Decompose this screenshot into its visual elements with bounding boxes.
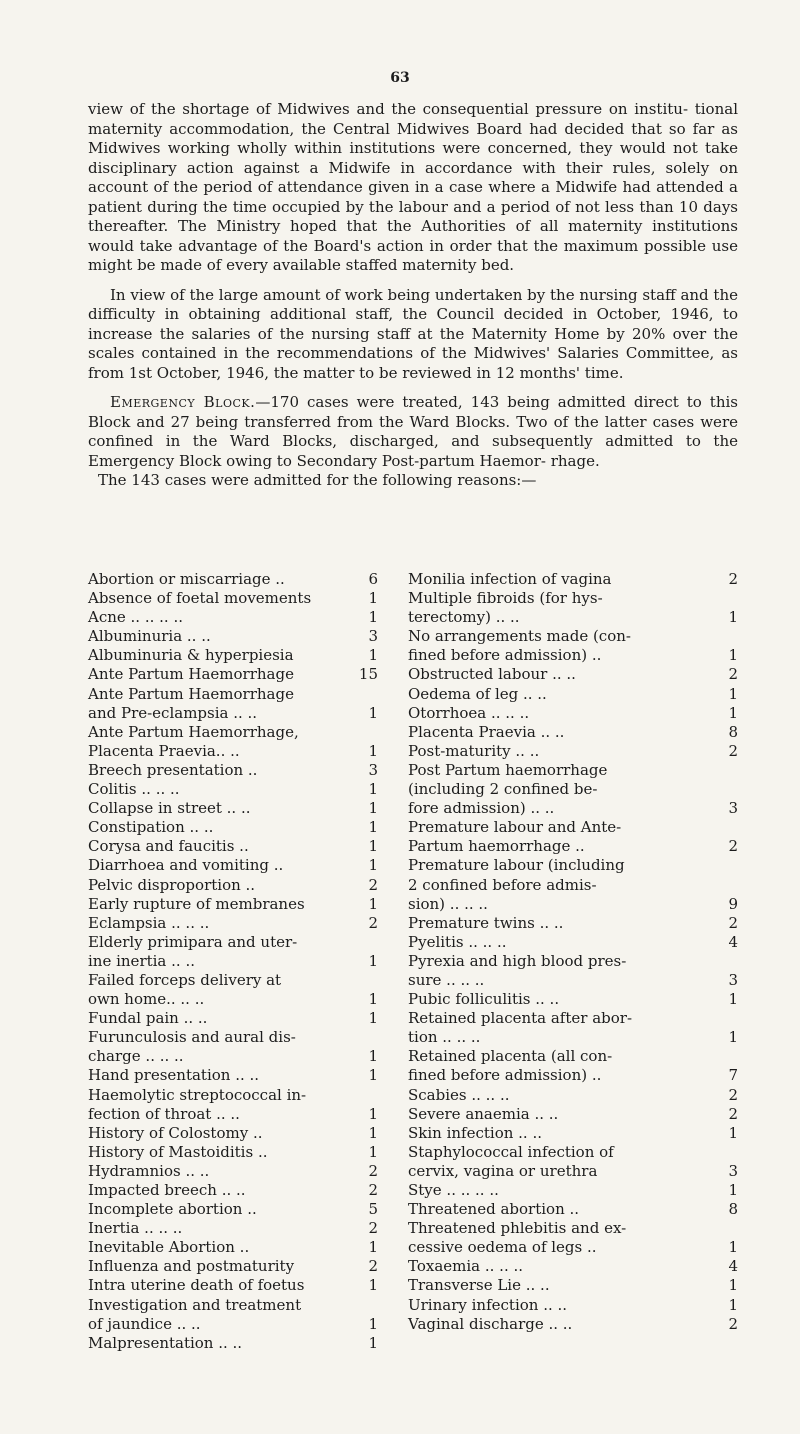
reason-label: Influenza and postmaturity xyxy=(88,1257,295,1276)
reason-count: 9 xyxy=(728,894,738,913)
reason-label: Intra uterine death of foetus xyxy=(88,1276,305,1295)
reason-label: Vaginal discharge .. .. xyxy=(408,1314,573,1333)
reason-count: 1 xyxy=(368,1276,378,1295)
reason-label: Pubic folliculitis .. .. xyxy=(408,990,560,1009)
reason-label: Retained placenta (all con- fined before admission) .. xyxy=(408,1047,613,1085)
reason-row xyxy=(88,570,386,589)
reason-label: Threatened abortion .. xyxy=(408,1200,580,1219)
reason-count: 3 xyxy=(728,799,738,818)
reason-label: Albuminuria & hyperpiesia xyxy=(88,646,294,665)
reason-row xyxy=(408,761,738,818)
reason-label: Ante Partum Haemorrhage xyxy=(88,665,294,684)
reason-row xyxy=(408,1009,738,1047)
reason-label: Premature labour (including 2 confined before admis- sion) .. .. .. xyxy=(408,856,625,913)
reason-row xyxy=(408,685,738,704)
reason-row xyxy=(408,914,738,933)
reason-row xyxy=(88,818,386,837)
reason-count: 1 xyxy=(728,703,738,722)
reasons-list xyxy=(88,570,738,1353)
reason-count: 2 xyxy=(728,837,738,856)
reason-row xyxy=(88,1200,386,1219)
reason-label: Skin infection .. .. xyxy=(408,1123,543,1142)
reason-label: Premature twins .. .. xyxy=(408,913,564,932)
reason-row xyxy=(88,1143,386,1162)
reason-label: Post-maturity .. .. xyxy=(408,741,540,760)
reason-row xyxy=(88,627,386,646)
reason-label: Otorrhoea .. .. .. xyxy=(408,703,530,722)
reason-label: Malpresentation .. .. xyxy=(88,1333,243,1352)
reason-row xyxy=(88,799,386,818)
page-number: 63 xyxy=(390,70,410,86)
reason-row xyxy=(88,971,386,1009)
reason-label: Oedema of leg .. .. xyxy=(408,684,547,703)
emergency-block-heading: Emergency Block. xyxy=(110,393,256,411)
reasons-right-column xyxy=(408,570,738,1353)
reason-label: Hand presentation .. .. xyxy=(88,1066,260,1085)
reason-count: 1 xyxy=(368,837,378,856)
reason-count: 1 xyxy=(368,1142,378,1161)
reason-count: 2 xyxy=(728,741,738,760)
reason-count: 15 xyxy=(358,665,378,684)
reason-label: Transverse Lie .. .. xyxy=(408,1276,550,1295)
paragraph-nursing-salaries: In view of the large amount of work being undertaken by the nursing staff and the difficulty in obtaining additional staff, the Council decided in October, 1946, to increase the salaries of the nursing staff at the Maternity Home by 20% over the scales contained in the recommendations of the Midwives' Salaries Committee, as from 1st October, 1946, the matter to be reviewed in 12 months' time. xyxy=(88,285,738,382)
reason-label: Constipation .. .. xyxy=(88,818,214,837)
reason-label: Absence of foetal movements xyxy=(88,589,312,608)
reason-count: 1 xyxy=(368,1104,378,1123)
reason-count: 1 xyxy=(368,1333,378,1352)
reason-label: Threatened phlebitis and ex- cessive oedema of legs .. xyxy=(408,1219,627,1257)
reason-label: Abortion or miscarriage .. xyxy=(88,570,285,588)
reason-row xyxy=(88,1238,386,1257)
reason-row xyxy=(88,895,386,914)
reason-count: 2 xyxy=(368,1219,378,1238)
reason-label: Early rupture of membranes xyxy=(88,894,305,913)
reason-count: 3 xyxy=(368,760,378,779)
reason-count: 1 xyxy=(368,894,378,913)
reason-count: 2 xyxy=(368,875,378,894)
reason-count: 1 xyxy=(368,608,378,627)
reason-count: 5 xyxy=(368,1200,378,1219)
reason-label: Hydramnios .. .. xyxy=(88,1161,210,1180)
reason-count: 8 xyxy=(728,722,738,741)
reason-count: 2 xyxy=(728,913,738,932)
reason-label: Ante Partum Haemorrhage and Pre-eclampsia .. .. xyxy=(88,684,294,722)
reason-row xyxy=(408,1047,738,1085)
reason-row xyxy=(408,818,738,856)
reason-count: 1 xyxy=(728,646,738,665)
reason-row xyxy=(408,1105,738,1124)
reason-count: 2 xyxy=(368,1181,378,1199)
reason-row xyxy=(408,1200,738,1219)
reason-row xyxy=(88,780,386,799)
reason-label: Eclampsia .. .. .. xyxy=(88,913,210,932)
reason-row xyxy=(408,723,738,742)
paragraph-emergency-block xyxy=(88,393,738,471)
reason-count: 6 xyxy=(368,570,378,588)
reason-count: 1 xyxy=(368,818,378,837)
reason-row xyxy=(88,1086,386,1124)
reason-row xyxy=(408,990,738,1009)
reason-row xyxy=(88,1162,386,1181)
reason-label: Obstructed labour .. .. xyxy=(408,665,576,684)
reason-label: Investigation and treatment of jaundice .. .. xyxy=(88,1295,302,1333)
reason-row xyxy=(408,1086,738,1105)
reason-count: 1 xyxy=(368,856,378,875)
reason-label: Urinary infection .. .. xyxy=(408,1295,568,1314)
reason-label: Pyelitis .. .. .. xyxy=(408,932,507,951)
reason-count: 1 xyxy=(368,703,378,722)
reason-label: Haemolytic streptococcal in- fection of throat .. .. xyxy=(88,1085,307,1123)
reason-label: Stye .. .. .. .. xyxy=(408,1181,499,1199)
reasons-left-column xyxy=(88,570,386,1353)
reason-count: 1 xyxy=(368,589,378,608)
reason-row xyxy=(88,1334,386,1353)
reason-row xyxy=(408,952,738,990)
reason-row xyxy=(88,1066,386,1085)
reason-label: Incomplete abortion .. xyxy=(88,1200,257,1219)
reason-count: 4 xyxy=(728,1257,738,1276)
reason-row xyxy=(88,723,386,761)
reason-row xyxy=(408,1143,738,1181)
reason-row xyxy=(408,589,738,627)
reason-label: Post Partum haemorrhage (including 2 confined be- fore admission) .. .. xyxy=(408,760,608,818)
reason-label: Multiple fibroids (for hys- terectomy) .. .. xyxy=(408,589,603,627)
reason-count: 7 xyxy=(728,1066,738,1085)
reason-count: 2 xyxy=(368,1161,378,1180)
reason-row xyxy=(88,646,386,665)
reason-row xyxy=(408,742,738,761)
reason-count: 2 xyxy=(728,1104,738,1123)
reason-row xyxy=(408,856,738,913)
reason-count: 1 xyxy=(368,780,378,799)
reason-count: 3 xyxy=(368,627,378,646)
reason-row xyxy=(88,1276,386,1295)
reason-row xyxy=(408,627,738,665)
reason-label: Pyrexia and high blood pres- sure .. .. .. xyxy=(408,951,627,989)
reason-row xyxy=(88,837,386,856)
reason-count: 1 xyxy=(368,1238,378,1257)
reason-row xyxy=(88,685,386,723)
reason-row xyxy=(408,1219,738,1257)
reason-count: 1 xyxy=(368,1314,378,1333)
reason-count: 1 xyxy=(728,1238,738,1257)
reason-count: 1 xyxy=(368,951,378,970)
reason-row xyxy=(88,1296,386,1334)
reason-count: 4 xyxy=(728,932,738,951)
reason-count: 1 xyxy=(368,1009,378,1028)
reason-label: History of Mastoiditis .. xyxy=(88,1142,268,1161)
reason-count: 1 xyxy=(728,1028,738,1047)
reason-label: Failed forceps delivery at own home.. .. .. xyxy=(88,970,282,1009)
reason-label: Placenta Praevia .. .. xyxy=(408,722,565,741)
reason-row xyxy=(88,665,386,684)
reason-label: Inevitable Abortion .. xyxy=(88,1238,250,1257)
reason-count: 1 xyxy=(368,1047,378,1066)
reason-label: Scabies .. .. .. xyxy=(408,1085,510,1104)
reason-count: 1 xyxy=(728,1123,738,1142)
reason-row xyxy=(408,933,738,952)
reason-label: Premature labour and Ante- Partum haemorrhage .. xyxy=(408,818,622,856)
body-text xyxy=(88,100,738,491)
reason-label: Inertia .. .. .. xyxy=(88,1219,183,1238)
reason-row xyxy=(88,1009,386,1028)
reason-row xyxy=(88,856,386,875)
reason-count: 1 xyxy=(368,741,378,760)
reasons-intro: The 143 cases were admitted for the following reasons:— xyxy=(98,471,537,489)
reason-label: Ante Partum Haemorrhage, Placenta Praevia.. .. xyxy=(88,722,299,760)
reason-count: 1 xyxy=(368,799,378,818)
reason-row xyxy=(88,1219,386,1238)
reason-label: Retained placenta after abor- tion .. .. .. xyxy=(408,1009,633,1047)
reason-count: 1 xyxy=(368,990,378,1009)
reason-row xyxy=(88,761,386,780)
reason-count: 1 xyxy=(728,1181,738,1199)
reason-row xyxy=(408,570,738,589)
reason-count: 2 xyxy=(368,1257,378,1276)
reason-row xyxy=(408,1315,738,1334)
reason-count: 1 xyxy=(728,1276,738,1295)
reason-count: 2 xyxy=(728,665,738,684)
reason-label: Diarrhoea and vomiting .. xyxy=(88,856,284,875)
paragraph-midwives-board: view of the shortage of Midwives and the consequential pressure on institu- tional maternity accommodation, the Central Midwives Board had decided that so far as Midwives working wholly within institutions were concerned, they would not take disciplinary action against a Midwife in accordance with their rules, solely on account of the period of attendance given in a case where a Midwife had attended a patient during the time occupied by the labour and a period of not less than 10 days thereafter. The Ministry hoped that the Authorities of all maternity institutions would take advantage of the Board's action in order that the maximum possible use might be made of every available staffed maternity bed. xyxy=(88,100,738,274)
reason-row xyxy=(88,608,386,627)
reason-label: Pelvic disproportion .. xyxy=(88,875,256,894)
reason-count: 1 xyxy=(728,990,738,1009)
reason-row xyxy=(88,1257,386,1276)
reason-row xyxy=(88,589,386,608)
reason-label: History of Colostomy .. xyxy=(88,1123,263,1142)
reason-label: Elderly primipara and uter- ine inertia .. .. xyxy=(88,932,298,970)
reason-label: Monilia infection of vagina xyxy=(408,570,612,588)
reason-label: Furunculosis and aural dis- charge .. .. .. xyxy=(88,1028,296,1066)
reason-count: 8 xyxy=(728,1200,738,1219)
reason-count: 1 xyxy=(368,646,378,665)
reason-row xyxy=(88,933,386,971)
reason-row xyxy=(88,1181,386,1200)
reason-row xyxy=(88,1124,386,1143)
reason-label: Fundal pain .. .. xyxy=(88,1009,208,1028)
reason-count: 2 xyxy=(728,1314,738,1333)
reason-count: 2 xyxy=(728,570,738,588)
reason-label: Impacted breech .. .. xyxy=(88,1181,246,1199)
reason-label: Severe anaemia .. .. xyxy=(408,1104,559,1123)
reason-row xyxy=(88,876,386,895)
reason-label: Albuminuria .. .. xyxy=(88,627,211,646)
reason-label: Colitis .. .. .. xyxy=(88,780,180,799)
reason-count: 3 xyxy=(728,1161,738,1180)
reason-count: 2 xyxy=(368,913,378,932)
reason-count: 1 xyxy=(728,684,738,703)
reason-count: 1 xyxy=(368,1123,378,1142)
reason-label: Collapse in street .. .. xyxy=(88,799,251,818)
reason-row xyxy=(88,914,386,933)
reason-row xyxy=(408,1276,738,1295)
reason-count: 1 xyxy=(728,608,738,627)
reason-count: 3 xyxy=(728,970,738,989)
reason-count: 1 xyxy=(728,1295,738,1314)
reason-label: Breech presentation .. xyxy=(88,760,258,779)
reason-row xyxy=(408,1257,738,1276)
reason-label: Toxaemia .. .. .. xyxy=(408,1257,524,1276)
reason-row xyxy=(408,1296,738,1315)
reason-label: Corysa and faucitis .. xyxy=(88,837,249,856)
reason-row xyxy=(408,1181,738,1200)
reason-row xyxy=(408,704,738,723)
reason-label: Staphylococcal infection of cervix, vagina or urethra xyxy=(408,1142,614,1180)
reason-count: 1 xyxy=(368,1066,378,1085)
emergency-block-text: —170 cases were treated, 143 being admitted direct to this Block and 27 being transferred from the Ward Blocks. Two of the latter cases were confined in the Ward Blocks, discharged, and subsequently admitted to the Emergency Block owing to Secondary Post-partum Haemor- rhage. xyxy=(88,393,738,470)
reason-count: 2 xyxy=(728,1085,738,1104)
reason-label: No arrangements made (con- fined before admission) .. xyxy=(408,627,631,665)
reason-row xyxy=(88,1028,386,1066)
reason-row xyxy=(408,1124,738,1143)
reason-label: Acne .. .. .. .. xyxy=(88,608,183,627)
reason-row xyxy=(408,665,738,684)
